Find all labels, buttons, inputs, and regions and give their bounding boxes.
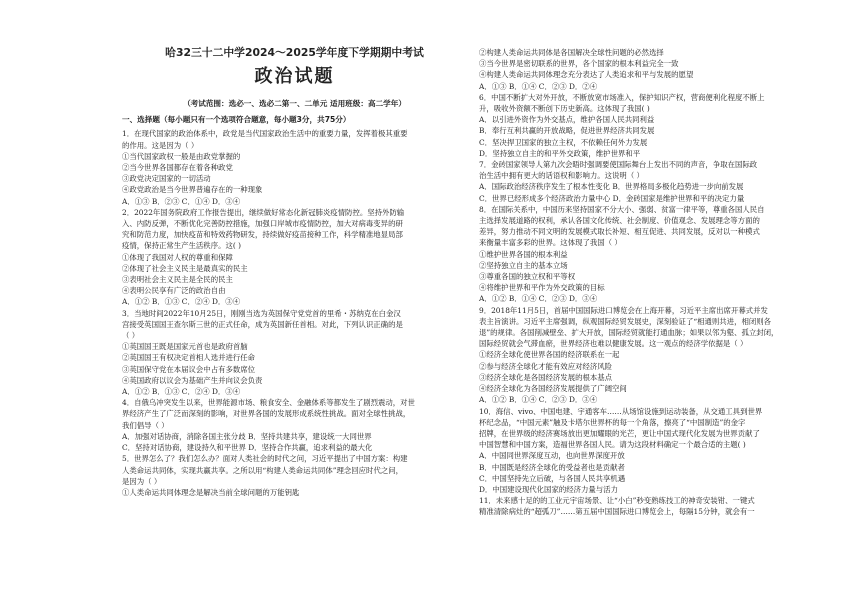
question-line: ②参与经济全球化才能有效应对经济风险 xyxy=(479,361,613,371)
question-line: 的作用。这是因为（ ） xyxy=(122,140,199,150)
question-line: 8．在国际关系中，中国历来坚持国家不分大小、强弱、贫富一律平等，尊重各国人民自 xyxy=(479,204,765,214)
question-line: 2．2022年国务院政府工作报告提出，继续做好常态化新冠肺炎疫情防控。坚持外防输 xyxy=(122,207,405,217)
question-line: 治生活中拥有更大的话语权和影响力。这说明（ ） xyxy=(479,171,644,181)
question-line: 精准清除病灶的“超弧刀”……第五届中国国际进口博览会上，每隔15分钟，就会有一 xyxy=(479,507,755,517)
question-line: ③英国保守党在本届议会中占有多数席位 xyxy=(122,364,256,374)
exam-header: 哈32三十二中学2024～2025学年度下学期期中考试 xyxy=(165,46,424,59)
question-line: ④将维护世界和平作为外交政策的目标 xyxy=(479,283,605,293)
question-line: A．①② B．①④ C．②③ D．③④ xyxy=(479,395,598,405)
question-line: 主选择发展道路的权利，承认各国文化传统、社会制度、价值观念、发展理念等方面的 xyxy=(479,216,760,226)
left-question-text xyxy=(122,128,467,498)
question-line: ①当代国家政权一般是由政党掌握的 xyxy=(122,151,241,161)
question-line: ①经济全球化使世界各国的经济联系在一起 xyxy=(479,350,620,360)
question-line: （ ） xyxy=(122,331,140,341)
question-line: 来衡量丰富多彩的世界。这体现了我国（ ） xyxy=(479,238,622,248)
question-line: ②英国国王有权决定首相人选并进行任命 xyxy=(122,353,256,363)
question-line: ③当今世界是密切联系的世界，各个国家的根本利益完全一致 xyxy=(479,59,679,69)
question-line: 6．中国不断扩大对外开放，不断放宽市场准入，保护知识产权，营商便利化程度不断上 xyxy=(479,92,765,102)
question-line: ④政党政治是当今世界普遍存在的一种现象 xyxy=(122,185,263,195)
question-line: 是因为（ ） xyxy=(122,476,162,486)
right-column xyxy=(479,47,824,518)
question-line: 宫接受英国国王查尔斯三世的正式任命，成为英国新任首相。对此，下列认识正确的是 xyxy=(122,319,403,329)
question-line: 10．海信、vivo、中国电建、宇通客车……从场馆设施到运动装备，从交通工具到世界 xyxy=(479,406,763,416)
question-line: 国际经贸就会气滞血瘀，世界经济也难以健康发展。这一观点的经济学依据是（ ） xyxy=(479,339,748,349)
question-line: C．世界已经形成多个经济政治力量中心 D．金砖国家是维护世界和平的决定力量 xyxy=(479,193,745,203)
exam-title: 政治试题 xyxy=(254,66,335,87)
left-column xyxy=(122,46,467,498)
section-heading: 一、选择题（每小题只有一个选项符合题意，每小题3分，共75分） xyxy=(122,115,351,125)
question-line: ④表明公民享有广泛的政治自由 xyxy=(122,286,226,296)
question-line: ③经济全球化是各国经济发展的根本基点 xyxy=(479,372,613,382)
question-line: C．坚持对话协商，建设持久和平世界 D．坚持合作共赢，追求利益的最大化 xyxy=(122,443,373,453)
question-line: 5．世界怎么了？我们怎么办？面对人类社会的时代之问，习近平提出了中国方案：构建 xyxy=(122,454,408,464)
question-line: A．①③ B．②③ C．①④ D．③④ xyxy=(122,196,241,206)
question-line: 7．金砖国家领导人第九次会晤时强调要使国际舞台上发出不同的声音，争取在国际政 xyxy=(479,160,758,170)
question-line: A．加强对话协商，消除各国主张分歧 B．坚持共建共享，建设统一大同世界 xyxy=(122,431,372,441)
question-line: 11．未来感十足的的工业元宇宙场景、让“小白”秒变熟练技工的神奇安装钳、一键式 xyxy=(479,496,755,506)
question-line: ②坚持独立自主的基本立场 xyxy=(479,260,568,270)
question-line: 3．当地时间2022年10月25日，刚刚当选为英国保守党党首的里希・苏纳克在白金汉 xyxy=(122,308,401,318)
question-line: B．奉行互利共赢的开放战略，促进世界经济共同发展 xyxy=(479,126,655,136)
question-line: 1．在现代国家的政治体系中，政党是当代国家政治生活中的重要力量，发挥着极其重要 xyxy=(122,129,408,139)
exam-scope: （考试范围：选必一、选必二第一、二单元 适用班级：高二学年） xyxy=(183,99,406,108)
question-line: 究和防范力度，加快疫苗和特效药物研发，持续做好疫苗接种工作，科学精准地显局部 xyxy=(122,230,403,240)
question-line: A．国际政治经济秩序发生了根本性变化 B．世界格局多极化趋势进一步向前发展 xyxy=(479,182,744,192)
question-line: ②构建人类命运共同体是各国解决全球性问题的必然选择 xyxy=(479,48,664,57)
question-line: D．坚持独立自主的和平外交政策，维护世界和平 xyxy=(479,148,641,158)
question-line: ④构建人类命运共同体理念充分表达了人类追求和平与发展的愿望 xyxy=(479,70,694,80)
question-line: ③尊重各国的独立权和平等权 xyxy=(479,272,576,282)
question-line: ①英国国王既是国家元首也是政府首脑 xyxy=(122,342,248,352)
question-line: ②体现了社会主义民主是最真实的民主 xyxy=(122,263,248,273)
question-line: 界经济产生了广泛而深刻的影响，对世界各国的发展形成系统性挑战。面对全球性挑战， xyxy=(122,409,411,419)
question-line: ③政党决定国家的一切活动 xyxy=(122,174,211,184)
question-line: ①人类命运共同体理念是解决当前全球问题的万能钥匙 xyxy=(122,487,300,497)
question-line: A．中国同世界深度互动，也向世界深度开放 xyxy=(479,451,625,461)
question-line: A．以引进外资作为外交基点，维护各国人民共同利益 xyxy=(479,115,655,125)
question-line: C．中国坚持先立后破，与各国人民共享机遇 xyxy=(479,473,626,483)
question-line: 4．自俄乌冲突发生以来，世界能源市场、粮食安全、金融体系等都发生了剧烈震动，对世 xyxy=(122,398,415,408)
question-line: ①体现了我国对人权的尊重和保障 xyxy=(122,252,233,262)
question-line: 中国智慧和中国方案，造福世界各国人民。请为这段材料确定一个最合适的主题( ) xyxy=(479,440,746,450)
right-question-text xyxy=(479,47,824,518)
question-line: 疫情，保持正常生产生活秩序。这( ) xyxy=(122,241,241,251)
question-line: ④经济全球化为各国经济发展提供了广阔空间 xyxy=(479,384,627,394)
question-line: A．①② B．①③ C．②④ D．③④ xyxy=(122,387,241,397)
question-line: ②当今世界各国都存在着各种政党 xyxy=(122,163,233,173)
question-line: A．①③ B．①④ C．②③ D．②④ xyxy=(479,81,598,91)
question-line: ④英国政府以议会为基础产生并向议会负责 xyxy=(122,375,263,385)
question-line: 差异，努力推动不同文明的发展模式取长补短、相互促进、共同发展，反对以一种模式 xyxy=(479,227,760,237)
question-line: 人类命运共同体，实现共赢共享。之所以用“构建人类命运共同体”理念回应时代之问， xyxy=(122,465,404,475)
question-line: 杯纪念品，“中国元素”触及卡塔尔世界杯的每一个角落，擦亮了“中国制造”的金字 xyxy=(479,417,746,427)
question-line: D．中国建设现代化国家的经济力量与活力 xyxy=(479,484,618,494)
question-line: 表主旨演讲。习近平主席强调，纵观国际经贸发展史，深刻验证了“相通则共进，相闭则各 xyxy=(479,316,772,326)
question-line: ③表明社会主义民主是全民的民主 xyxy=(122,275,233,285)
question-line: A．①② B．①④ C．②③ D．③④ xyxy=(479,294,598,304)
question-line: A．①② B．①③ C．②④ D．③④ xyxy=(122,297,241,307)
question-line: 9．2018年11月5日，首届中国国际进口博览会在上海开幕，习近平主席出席开幕式并发 xyxy=(479,305,768,315)
question-line: ①维护世界各国的根本利益 xyxy=(479,249,568,259)
question-line: 招牌，在世界级的经济赛场放出更加耀眼的光芒，更让中国式现代化发展为世界贡献了 xyxy=(479,428,760,438)
question-line: B．中国既是经济全球化的受益者也是贡献者 xyxy=(479,462,625,472)
question-line: 退”的规律。各国削减壁垒、扩大开放，国际经贸就能打通血脉；如果以邻为壑、孤立封闭， xyxy=(479,328,779,338)
question-line: 我们倡导（ ） xyxy=(122,420,169,430)
question-line: 升，吸收外资额不断创下历史新高。这体现了我国( ) xyxy=(479,104,650,114)
question-line: 入、内防反弹，不断优化完善防控措施，加强口岸城市疫情防控，加大对病毒变异的研 xyxy=(122,219,403,229)
question-line: C．坚决捍卫国家的独立主权，不依赖任何外力发展 xyxy=(479,137,648,147)
